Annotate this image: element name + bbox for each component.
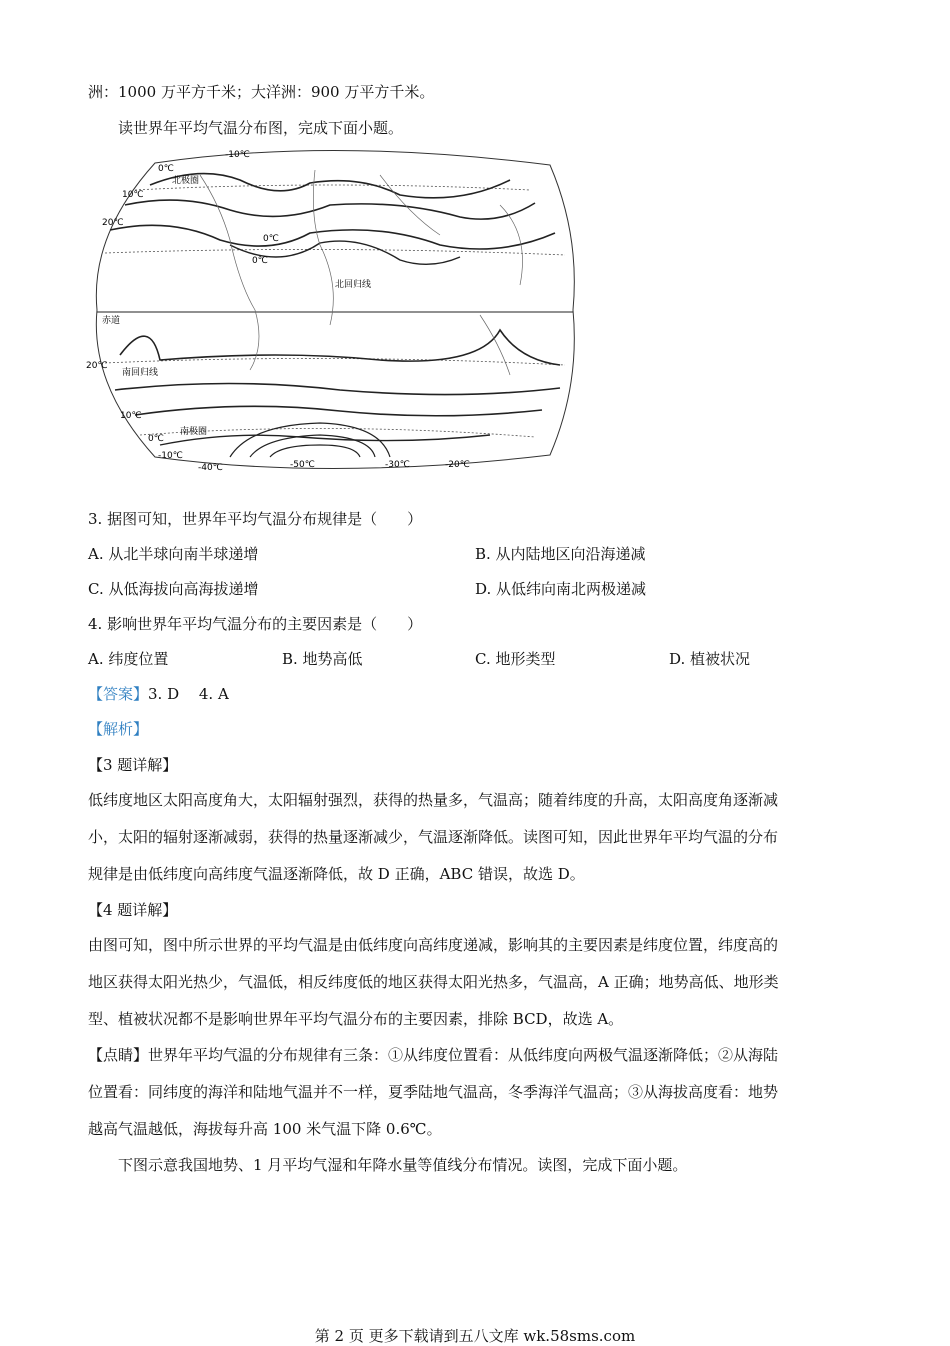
isotherm-s4 — [160, 435, 490, 445]
isotherm-n2 — [125, 200, 535, 219]
tip-line-3: 越高气温越低，海拔每升高 100 米气温下降 0.6℃。 — [88, 1120, 442, 1138]
isotherm-n1 — [150, 174, 510, 198]
label-antarctic: 南极圈 — [180, 427, 208, 437]
label-l-10s: 10℃ — [120, 411, 142, 421]
label-tropic-s: 南回归线 — [122, 368, 159, 378]
top-line: 洲：1000 万平方千米；大洋洲：900 万平方千米。 — [88, 83, 435, 101]
d3-line-2: 小，太阳的辐射逐渐减弱，获得的热量逐渐减少，气温逐渐降低。读图可知，因此世界年平均气温的分布 — [88, 828, 779, 846]
label-b-m30: -30℃ — [385, 460, 410, 470]
label-tropic-n: 北回归线 — [335, 280, 372, 290]
analysis-tag: 【解析】 — [88, 720, 149, 738]
q3-option-c: C. 从低海拔向高海拔递增 — [88, 580, 259, 598]
q4-option-a: A. 纬度位置 — [88, 650, 169, 668]
label-l-m10s: -10℃ — [158, 451, 183, 461]
label-c-0b: 0℃ — [252, 256, 268, 266]
label-equator: 赤道 — [102, 316, 121, 326]
d3-line-3: 规律是由低纬度向高纬度气温逐渐降低，故 D 正确，ABC 错误，故选 D。 — [88, 865, 585, 883]
label-arctic: 北极圈 — [172, 176, 200, 186]
tip-line-2: 位置看：同纬度的海洋和陆地气温并不一样，夏季陆地气温高，冬季海洋气温高；③从海拔高度看：地势 — [88, 1083, 779, 1101]
label-c-0: 0℃ — [263, 234, 279, 244]
label-l-20: 20℃ — [102, 218, 124, 228]
q4-option-c: C. 地形类型 — [475, 650, 556, 668]
d4-line-1: 由图可知，图中所示世界的平均气温是由低纬度向高纬度递减，影响其的主要因素是纬度位置，纬度高的 — [88, 936, 779, 954]
d3-title: 【3 题详解】 — [88, 756, 178, 774]
answer-line — [88, 684, 229, 704]
q4-option-b: B. 地势高低 — [282, 650, 363, 668]
tip-line-1: 【点睛】世界年平均气温的分布规律有三条：①从纬度位置看：从低纬度向两极气温逐渐降低；②从海陆 — [88, 1046, 779, 1064]
label-b-m50: -50℃ — [290, 460, 315, 470]
d3-line-1: 低纬度地区太阳高度角大，太阳辐射强烈，获得的热量多，气温高；随着纬度的升高，太阳高度角逐渐减 — [88, 791, 779, 809]
q4-stem: 4. 影响世界年平均气温分布的主要因素是（ ） — [88, 615, 423, 633]
intro-text: 读世界年平均气温分布图，完成下面小题。 — [118, 119, 404, 137]
map-outline — [96, 150, 574, 468]
q3-option-b: B. 从内陆地区向沿海递减 — [475, 545, 646, 563]
q3-option-d: D. 从低纬向南北两极递减 — [475, 580, 647, 598]
page-footer: 第 2 页 更多下载请到五八文库 wk.58sms.com — [314, 1327, 636, 1345]
world-temperature-map — [80, 145, 580, 475]
q3-option-a: A. 从北半球向南半球递增 — [88, 545, 259, 563]
isotherm-s2 — [115, 384, 560, 395]
d4-line-2: 地区获得太阳光热少，气温低，相反纬度低的地区获得太阳光热多，气温高，A 正确；地势高低、地形类 — [88, 973, 779, 991]
answer-text: 3. D 4. A — [148, 685, 229, 703]
label-l-10: 10℃ — [122, 190, 144, 200]
intro2-text: 下图示意我国地势、1 月平均气湿和年降水量等值线分布情况。读图，完成下面小题。 — [118, 1156, 688, 1174]
label-b-m40: -40℃ — [198, 463, 223, 473]
label-b-m20: -20℃ — [445, 460, 470, 470]
isotherm-n3 — [110, 225, 555, 249]
label-l-0s: 0℃ — [148, 434, 164, 444]
label-l-0: 0℃ — [158, 164, 174, 174]
d4-line-3: 型、植被状况都不是影响世界年平均气温分布的主要因素，排除 BCD，故选 A。 — [88, 1010, 624, 1028]
isotherm-s3 — [135, 406, 542, 415]
q4-option-d: D. 植被状况 — [669, 650, 751, 668]
continent-shapes — [200, 170, 523, 375]
tropic-north-line — [105, 249, 565, 255]
d4-title: 【4 题详解】 — [88, 901, 178, 919]
q3-stem: 3. 据图可知，世界年平均气温分布规律是（ ） — [88, 510, 423, 528]
label-l-20s: 20℃ — [86, 361, 108, 371]
answer-tag: 【答案】 — [88, 685, 149, 703]
label-t-m10: -10℃ — [225, 150, 250, 160]
